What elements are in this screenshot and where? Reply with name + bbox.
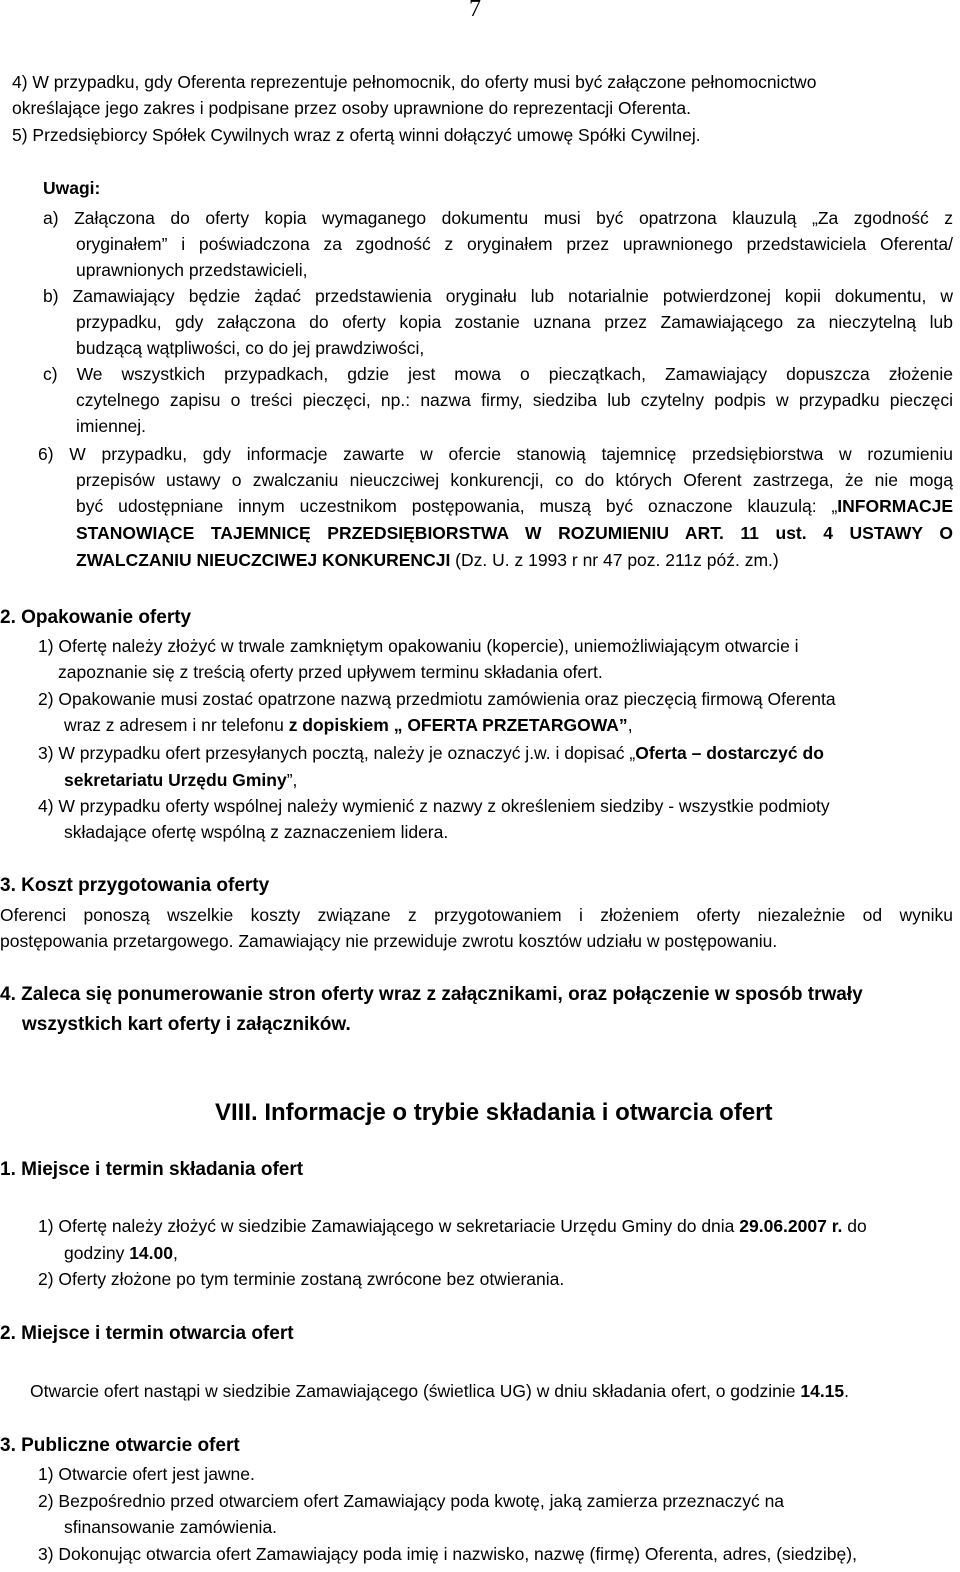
section-4-line-2: wszystkich kart oferty i załączników. xyxy=(22,1014,351,1035)
p3-line-4: 3) Dokonując otwarcia ofert Zamawiający poda imię i nazwisko, nazwę (firmę) Oferenta, adres, (siedzibę), xyxy=(38,1544,857,1564)
intro-line-2: określające jego zakres i podpisane przez osoby uprawnione do reprezentacji Oferenta. xyxy=(12,98,692,118)
intro-line-3: 5) Przedsiębiorcy Spółek Cywilnych wraz z ofertą winni dołączyć umowę Spółki Cywilnej. xyxy=(12,125,701,145)
item6-line-4: STANOWIĄCE TAJEMNICĘ PRZEDSIĘBIORSTWA W ROZUMIENIU ART. 11 ust. 4 USTAWY O xyxy=(76,523,953,543)
uwagi-b-line-2: przypadku, gdy załączona do oferty kopia zostanie uznana przez Zamawiającego za nieczytelną lub xyxy=(76,312,953,332)
p1-line-3: 2) Oferty złożone po tym terminie zostaną zwrócone bez otwierania. xyxy=(38,1269,565,1289)
item6-line-3 xyxy=(76,493,953,519)
uwagi-c-line-1: c) We wszystkich przypadkach, gdzie jest mowa o pieczątkach, Zamawiający dopuszcza złożenie xyxy=(43,364,953,384)
s2-line-6 xyxy=(64,767,297,793)
s2-line-6-end: ”, xyxy=(286,770,298,790)
uwagi-b-line-3: budzącą wątpliwości, co do jej prawdziwości, xyxy=(76,338,425,358)
s2-line-5 xyxy=(38,740,824,766)
chapter-viii-heading: VIII. Informacje o trybie składania i otwarcia ofert xyxy=(215,1099,773,1126)
s2-line-4-end: , xyxy=(627,715,633,735)
item6-line-5 xyxy=(76,547,779,573)
p1-deadline-date: 29.06.2007 r. xyxy=(739,1216,843,1236)
uwagi-a-line-1: a) Załączona do oferty kopia wymaganego dokumentu musi być opatrzona klauzulą „Za zgodność z xyxy=(43,208,953,228)
s3-line-1: Oferenci ponoszą wszelkie koszty związane z przygotowaniem i złożeniem oferty niezależnie od wyniku xyxy=(0,905,953,925)
item6-line-1: 6) W przypadku, gdy informacje zawarte w ofercie stanowią tajemnicę przedsiębiorstwa w rozumieniu xyxy=(38,444,953,464)
s2-oferta-note: Oferta – dostarczyć do xyxy=(635,743,824,763)
item6-line-5-text: (Dz. U. z 1993 r nr 47 poz. 211z póź. zm.) xyxy=(450,550,779,570)
p1-line-1 xyxy=(38,1213,867,1239)
part-3-heading: 3. Publiczne otwarcie ofert xyxy=(0,1435,240,1456)
item6-line-3-text: być udostępniane innym uczestnikom postępowania, muszą być oznaczone klauzulą: „ xyxy=(76,496,838,516)
uwagi-a-line-3: uprawnionych przedstawicieli, xyxy=(76,260,308,280)
s2-line-4 xyxy=(64,712,633,738)
s2-line-7: 4) W przypadku oferty wspólnej należy wymienić z nazwy z określeniem siedziby - wszystkie podmioty xyxy=(38,796,830,816)
s2-dopisek: z dopiskiem „ OFERTA PRZETARGOWA” xyxy=(288,715,628,735)
part-1-heading: 1. Miejsce i termin składania ofert xyxy=(0,1159,304,1180)
p1-line-2 xyxy=(64,1240,178,1266)
s2-line-4-text: wraz z adresem i nr telefonu xyxy=(64,715,289,735)
item6-clause-end: ZWALCZANIU NIEUCZCIWEJ KONKURENCJI xyxy=(76,550,451,570)
p1-line-1-end: do xyxy=(842,1216,867,1236)
part-2-heading: 2. Miejsce i termin otwarcia ofert xyxy=(0,1323,294,1344)
uwagi-b-line-1: b) Zamawiający będzie żądać przedstawienia oryginału lub notarialnie potwierdzonej kopii dokumentu, w xyxy=(43,286,953,306)
s2-sekretariat: sekretariatu Urzędu Gminy xyxy=(64,770,287,790)
p1-deadline-hour: 14.00 xyxy=(129,1243,173,1263)
p1-line-1-text: 1) Ofertę należy złożyć w siedzibie Zamawiającego w sekretariacie Urzędu Gminy do dnia xyxy=(38,1216,740,1236)
intro-line-1: 4) W przypadku, gdy Oferenta reprezentuje pełnomocnik, do oferty musi być załączone pełnomocnictwo xyxy=(12,72,817,92)
s2-line-8: składające ofertę wspólną z zaznaczeniem lidera. xyxy=(64,822,449,842)
p1-line-2-end: , xyxy=(172,1243,178,1263)
p2-opening-hour: 14.15 xyxy=(800,1381,845,1401)
p2-line-1 xyxy=(30,1378,849,1404)
uwagi-c-line-3: imiennej. xyxy=(76,416,147,436)
page-number: 7 xyxy=(469,0,481,22)
item6-clause-start: INFORMACJE xyxy=(837,496,953,516)
p2-line-1-text: Otwarcie ofert nastąpi w siedzibie Zamawiającego (świetlica UG) w dniu składania ofert, o godzinie xyxy=(30,1381,801,1401)
section-4-line-1: 4. Zaleca się ponumerowanie stron oferty wraz z załącznikami, oraz połączenie w sposób trwały xyxy=(0,984,863,1005)
item6-line-2: przepisów ustawy o zwalczaniu nieuczciwej konkurencji, co do których Oferent zastrzega, że nie mogą xyxy=(76,470,953,490)
s3-line-2: postępowania przetargowego. Zamawiający nie przewiduje zwrotu kosztów udziału w postępowaniu. xyxy=(0,931,778,951)
p3-line-1: 1) Otwarcie ofert jest jawne. xyxy=(38,1464,255,1484)
uwagi-c-line-2: czytelnego zapisu o treści pieczęci, np.: nazwa firmy, siedziba lub czytelny podpis w przypadku pieczęci xyxy=(76,390,953,410)
s2-line-5-text: 3) W przypadku ofert przesyłanych pocztą, należy je oznaczyć j.w. i dopisać „ xyxy=(38,743,636,763)
p3-line-3: sfinansowanie zamówienia. xyxy=(64,1517,278,1537)
p2-line-1-end: . xyxy=(844,1381,850,1401)
section-3-heading: 3. Koszt przygotowania oferty xyxy=(0,875,270,896)
p3-line-2: 2) Bezpośrednio przed otwarciem ofert Zamawiający poda kwotę, jaką zamierza przeznaczyć na xyxy=(38,1491,785,1511)
uwagi-a-line-2: oryginałem” i poświadczona za zgodność z oryginałem przez uprawnionego przedstawiciela Oferenta/ xyxy=(76,234,953,254)
uwagi-heading: Uwagi: xyxy=(43,178,101,198)
section-2-heading: 2. Opakowanie oferty xyxy=(0,607,192,628)
s2-line-1: 1) Ofertę należy złożyć w trwale zamkniętym opakowaniu (kopercie), uniemożliwiającym otwarcie i xyxy=(38,636,799,656)
p1-line-2-text: godziny xyxy=(64,1243,130,1263)
s2-line-2: zapoznanie się z treścią oferty przed upływem terminu składania ofert. xyxy=(58,662,603,682)
s2-line-3: 2) Opakowanie musi zostać opatrzone nazwą przedmiotu zamówienia oraz pieczęcią firmową Oferenta xyxy=(38,689,836,709)
